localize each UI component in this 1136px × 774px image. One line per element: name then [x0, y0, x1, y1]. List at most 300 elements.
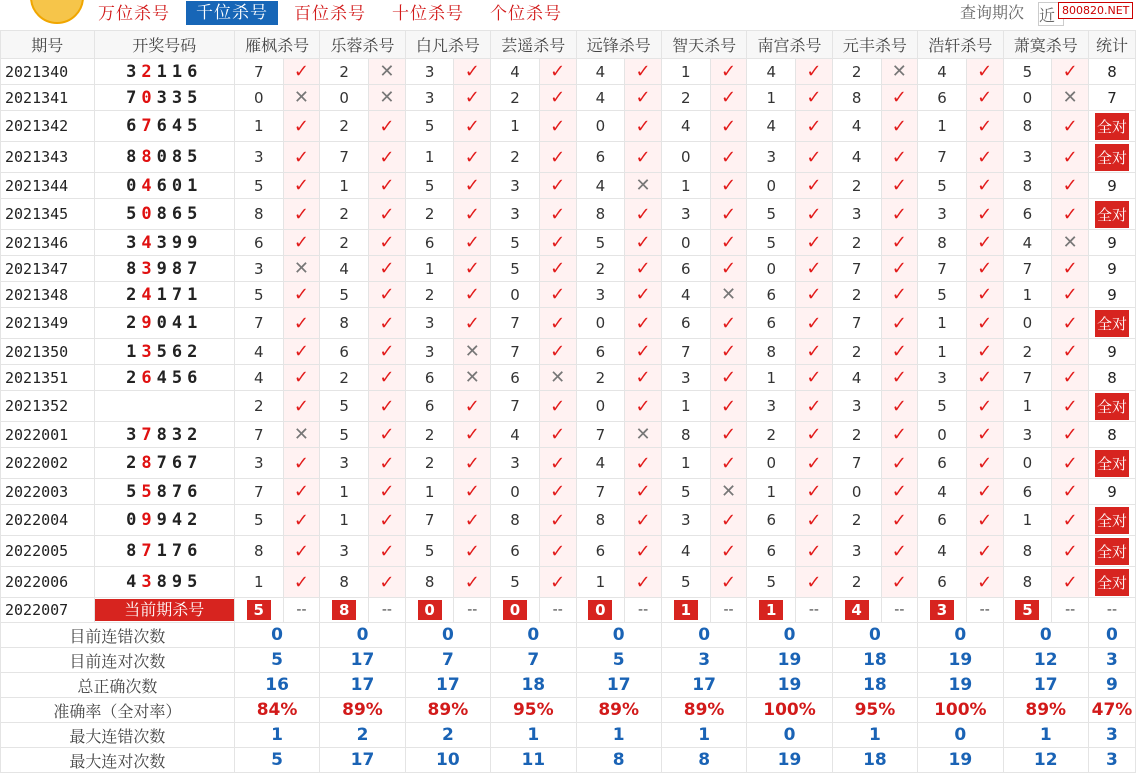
kill-number: 4 — [234, 365, 283, 391]
check-icon: ✓ — [881, 111, 918, 142]
check-icon: ✓ — [966, 85, 1003, 111]
check-icon: ✓ — [539, 479, 576, 505]
summary-label: 最大连对次数 — [1, 748, 235, 773]
kill-number: 3 — [491, 173, 540, 199]
table-row — [1, 173, 1136, 199]
check-icon: ✓ — [369, 339, 406, 365]
draw-digit: 1 — [171, 61, 188, 82]
check-icon: ✓ — [539, 282, 576, 308]
summary-value: 16 — [234, 673, 319, 698]
summary-row — [1, 723, 1136, 748]
kill-number: 2 — [576, 256, 625, 282]
summary-stat: 9 — [1088, 673, 1135, 698]
kill-number: 1 — [1003, 391, 1052, 422]
check-icon: ✓ — [539, 59, 576, 85]
placeholder-dash: -- — [454, 598, 491, 623]
stat-cell — [1088, 308, 1135, 339]
kill-number: 1 — [320, 479, 369, 505]
check-icon: ✓ — [369, 448, 406, 479]
tab-wan[interactable]: 万位杀号 — [98, 4, 170, 24]
query-label: 查询期次 — [960, 3, 1025, 22]
draw-digit: 4 — [141, 175, 157, 196]
header-expert: 雁枫杀号 — [234, 31, 319, 59]
draw-digit: 8 — [126, 541, 142, 561]
stat-cell — [1088, 505, 1135, 536]
draw-digit: 1 — [156, 61, 172, 82]
current-kill-label-text: 当前期杀号 — [95, 599, 234, 621]
kill-number: 2 — [832, 59, 881, 85]
check-icon: ✓ — [796, 173, 833, 199]
draw-digit: 7 — [141, 424, 157, 445]
table-row — [1, 567, 1136, 598]
stat-cell — [1088, 142, 1135, 173]
kill-number: 2 — [832, 173, 881, 199]
summary-value: 100% — [918, 698, 1003, 723]
kill-number: 3 — [405, 85, 454, 111]
kill-number: 8 — [491, 505, 540, 536]
check-icon: ✓ — [966, 230, 1003, 256]
draw-digit: 4 — [141, 232, 157, 253]
table-row — [1, 448, 1136, 479]
check-icon: ✓ — [454, 59, 491, 85]
check-icon: ✓ — [710, 111, 747, 142]
check-icon: ✓ — [1052, 567, 1089, 598]
draw-digit: 0 — [141, 204, 157, 224]
summary-value: 19 — [747, 748, 832, 773]
issue-number: 2022006 — [1, 567, 95, 598]
brand-badge: 800820.NET — [1058, 2, 1133, 19]
placeholder-dash: -- — [881, 598, 918, 623]
summary-value: 89% — [405, 698, 490, 723]
summary-value: 17 — [1003, 673, 1088, 698]
query-select[interactable]: 近 — [1038, 2, 1064, 26]
current-kill-number — [1003, 598, 1052, 623]
check-icon: ✓ — [283, 142, 320, 173]
all-correct-badge: 全对 — [1095, 144, 1129, 171]
draw-digit: 4 — [141, 284, 157, 305]
stat-cell — [1088, 391, 1135, 422]
summary-value: 0 — [918, 623, 1003, 648]
kill-number: 1 — [661, 173, 710, 199]
all-correct-badge: 全对 — [1095, 393, 1129, 420]
check-icon: ✓ — [283, 59, 320, 85]
summary-label: 准确率（全对率） — [1, 698, 235, 723]
kill-number: 1 — [405, 142, 454, 173]
stat-cell — [1088, 536, 1135, 567]
check-icon: ✓ — [1052, 59, 1089, 85]
header-expert: 白凡杀号 — [405, 31, 490, 59]
kill-number: 1 — [661, 391, 710, 422]
kill-number: 6 — [1003, 479, 1052, 505]
stat-cell — [1088, 567, 1135, 598]
summary-value: 18 — [491, 673, 576, 698]
kill-number: 3 — [234, 142, 283, 173]
draw-digit: 8 — [156, 481, 172, 502]
kill-number: 2 — [491, 85, 540, 111]
kill-number: 0 — [1003, 448, 1052, 479]
check-icon: ✓ — [881, 536, 918, 567]
draw-digit: 9 — [171, 232, 188, 253]
draw-digit: 5 — [126, 204, 142, 224]
check-icon: ✓ — [283, 365, 320, 391]
check-icon: ✓ — [796, 111, 833, 142]
draw-digit: 3 — [126, 424, 142, 445]
kill-number: 2 — [832, 505, 881, 536]
summary-label: 目前连对次数 — [1, 648, 235, 673]
check-icon: ✓ — [796, 479, 833, 505]
all-correct-badge: 全对 — [1095, 310, 1129, 337]
all-correct-badge: 全对 — [1095, 113, 1129, 140]
check-icon: ✓ — [625, 567, 662, 598]
kill-number: 8 — [576, 505, 625, 536]
check-icon: ✓ — [1052, 256, 1089, 282]
top-bar — [0, 0, 1136, 30]
header-issue: 期号 — [1, 31, 95, 59]
table-row — [1, 256, 1136, 282]
kill-number: 7 — [320, 142, 369, 173]
cross-icon: ✕ — [1052, 85, 1089, 111]
stat-cell: 7 — [1088, 85, 1135, 111]
kill-number: 2 — [405, 282, 454, 308]
check-icon: ✓ — [796, 422, 833, 448]
table-row — [1, 339, 1136, 365]
check-icon: ✓ — [796, 448, 833, 479]
summary-value: 8 — [661, 748, 746, 773]
check-icon: ✓ — [1052, 282, 1089, 308]
check-icon: ✓ — [369, 391, 406, 422]
kill-number: 1 — [491, 111, 540, 142]
issue-number: 2021350 — [1, 339, 95, 365]
draw-digit: 6 — [187, 541, 203, 561]
draw-digit: 3 — [171, 87, 188, 108]
check-icon: ✓ — [454, 567, 491, 598]
check-icon: ✓ — [710, 422, 747, 448]
draw-digit: 2 — [126, 367, 142, 388]
draw-digit: 5 — [156, 341, 172, 362]
check-icon: ✓ — [625, 365, 662, 391]
kill-number: 4 — [918, 479, 967, 505]
draw-number — [94, 59, 234, 85]
kill-number: 1 — [1003, 505, 1052, 536]
kill-number: 7 — [576, 479, 625, 505]
kill-number: 3 — [405, 339, 454, 365]
kill-number: 5 — [918, 282, 967, 308]
kill-number: 8 — [918, 230, 967, 256]
check-icon: ✓ — [539, 142, 576, 173]
check-icon: ✓ — [369, 173, 406, 199]
tab-ge[interactable]: 个位杀号 — [490, 4, 562, 24]
draw-digit: 8 — [156, 572, 172, 592]
draw-digit: 9 — [141, 313, 157, 333]
summary-value: 5 — [234, 748, 319, 773]
check-icon: ✓ — [369, 256, 406, 282]
summary-label: 目前连错次数 — [1, 623, 235, 648]
kill-number: 5 — [234, 173, 283, 199]
kill-number: 4 — [661, 282, 710, 308]
draw-digit: 1 — [187, 175, 203, 196]
kill-number: 7 — [234, 422, 283, 448]
check-icon: ✓ — [966, 505, 1003, 536]
check-icon: ✓ — [369, 505, 406, 536]
check-icon: ✓ — [966, 111, 1003, 142]
draw-digit: 5 — [126, 481, 142, 502]
draw-digit: 6 — [171, 204, 188, 224]
check-icon: ✓ — [710, 391, 747, 422]
kill-number: 8 — [234, 199, 283, 230]
check-icon: ✓ — [1052, 422, 1089, 448]
kill-number: 0 — [576, 111, 625, 142]
cross-icon: ✕ — [625, 173, 662, 199]
draw-digit: 2 — [187, 341, 203, 362]
table-row — [1, 479, 1136, 505]
check-icon: ✓ — [625, 308, 662, 339]
kill-number: 2 — [320, 230, 369, 256]
check-icon: ✓ — [283, 339, 320, 365]
draw-digit: 7 — [156, 453, 172, 473]
check-icon: ✓ — [283, 567, 320, 598]
cross-icon: ✕ — [283, 256, 320, 282]
kill-number: 4 — [918, 536, 967, 567]
check-icon: ✓ — [625, 448, 662, 479]
check-icon: ✓ — [881, 567, 918, 598]
check-icon: ✓ — [369, 111, 406, 142]
kill-number: 6 — [918, 448, 967, 479]
kill-number: 6 — [661, 308, 710, 339]
placeholder-dash: -- — [796, 598, 833, 623]
check-icon: ✓ — [710, 85, 747, 111]
summary-value: 1 — [832, 723, 917, 748]
kill-number: 1 — [918, 111, 967, 142]
current-kill-value: 5 — [1015, 600, 1039, 620]
kill-number: 7 — [491, 391, 540, 422]
summary-value: 0 — [918, 723, 1003, 748]
table-row — [1, 365, 1136, 391]
kill-number: 3 — [832, 536, 881, 567]
current-kill-value: 1 — [674, 600, 698, 620]
tab-bai[interactable]: 百位杀号 — [294, 4, 366, 24]
current-kill-label — [94, 598, 234, 623]
tab-shi[interactable]: 十位杀号 — [392, 4, 464, 24]
draw-digit: 3 — [141, 572, 157, 592]
draw-digit: 7 — [187, 258, 203, 279]
kill-number: 1 — [747, 479, 796, 505]
check-icon: ✓ — [454, 256, 491, 282]
draw-digit: 5 — [187, 147, 203, 167]
kill-number: 2 — [832, 282, 881, 308]
current-kill-number — [918, 598, 967, 623]
stat-cell: 8 — [1088, 422, 1135, 448]
kill-number: 3 — [405, 308, 454, 339]
summary-value: 84% — [234, 698, 319, 723]
kill-number: 0 — [747, 448, 796, 479]
kill-number: 4 — [661, 536, 710, 567]
kill-number: 1 — [405, 479, 454, 505]
issue-number: 2021347 — [1, 256, 95, 282]
check-icon: ✓ — [966, 282, 1003, 308]
check-icon: ✓ — [454, 505, 491, 536]
check-icon: ✓ — [796, 256, 833, 282]
kill-number: 2 — [320, 199, 369, 230]
all-correct-badge: 全对 — [1095, 201, 1129, 228]
table-row — [1, 282, 1136, 308]
current-kill-value: 0 — [588, 600, 612, 620]
draw-digit: 5 — [187, 116, 203, 136]
draw-digit: 0 — [156, 313, 172, 333]
summary-label: 最大连错次数 — [1, 723, 235, 748]
check-icon: ✓ — [454, 391, 491, 422]
table-row — [1, 391, 1136, 422]
kill-number: 1 — [661, 448, 710, 479]
check-icon: ✓ — [454, 85, 491, 111]
draw-digit: 6 — [156, 116, 172, 136]
kill-number: 7 — [234, 308, 283, 339]
check-icon: ✓ — [796, 230, 833, 256]
kill-number: 5 — [320, 391, 369, 422]
kill-number: 6 — [405, 230, 454, 256]
draw-digit: 7 — [171, 541, 188, 561]
table-row — [1, 111, 1136, 142]
cross-icon: ✕ — [454, 339, 491, 365]
draw-digit: 6 — [141, 367, 157, 388]
issue-number: 2021344 — [1, 173, 95, 199]
check-icon: ✓ — [966, 256, 1003, 282]
kill-number: 3 — [832, 391, 881, 422]
kill-number: 2 — [405, 448, 454, 479]
draw-digit: 2 — [187, 424, 203, 445]
placeholder-dash: -- — [1052, 598, 1089, 623]
kill-number: 6 — [576, 339, 625, 365]
check-icon: ✓ — [966, 199, 1003, 230]
all-correct-badge: 全对 — [1095, 538, 1129, 565]
kill-number: 6 — [234, 230, 283, 256]
summary-value: 0 — [661, 623, 746, 648]
draw-number — [94, 339, 234, 365]
check-icon: ✓ — [369, 199, 406, 230]
table-row — [1, 199, 1136, 230]
placeholder-dash: -- — [539, 598, 576, 623]
draw-number — [94, 256, 234, 282]
summary-value: 89% — [661, 698, 746, 723]
kill-number: 7 — [832, 308, 881, 339]
kill-number: 2 — [1003, 339, 1052, 365]
table-row — [1, 59, 1136, 85]
check-icon: ✓ — [710, 567, 747, 598]
kill-number: 0 — [1003, 308, 1052, 339]
kill-number: 4 — [491, 59, 540, 85]
check-icon: ✓ — [966, 567, 1003, 598]
kill-number: 1 — [918, 308, 967, 339]
current-kill-value: 0 — [418, 600, 442, 620]
draw-digit: 7 — [141, 541, 157, 561]
check-icon: ✓ — [1052, 505, 1089, 536]
check-icon: ✓ — [966, 339, 1003, 365]
check-icon: ✓ — [881, 199, 918, 230]
draw-number — [94, 230, 234, 256]
kill-number: 3 — [320, 536, 369, 567]
draw-digit: 8 — [171, 258, 188, 279]
kill-number: 7 — [234, 59, 283, 85]
header-expert: 智天杀号 — [661, 31, 746, 59]
kill-number: 0 — [320, 85, 369, 111]
cross-icon: ✕ — [454, 365, 491, 391]
check-icon: ✓ — [881, 142, 918, 173]
stat-cell — [1088, 199, 1135, 230]
header-expert: 萧寞杀号 — [1003, 31, 1088, 59]
table-row — [1, 142, 1136, 173]
draw-digit: 8 — [126, 147, 142, 167]
kill-number: 4 — [234, 339, 283, 365]
issue-number: 2021342 — [1, 111, 95, 142]
check-icon: ✓ — [625, 339, 662, 365]
kill-number: 6 — [918, 85, 967, 111]
summary-value: 19 — [747, 648, 832, 673]
summary-value: 7 — [405, 648, 490, 673]
header-expert: 芸遥杀号 — [491, 31, 576, 59]
kill-number: 6 — [576, 142, 625, 173]
check-icon: ✓ — [625, 391, 662, 422]
kill-number: 3 — [405, 59, 454, 85]
kill-number: 6 — [405, 365, 454, 391]
tab-qian[interactable]: 千位杀号 — [186, 1, 278, 25]
kill-number: 1 — [747, 85, 796, 111]
issue-number: 2021348 — [1, 282, 95, 308]
check-icon: ✓ — [539, 199, 576, 230]
check-icon: ✓ — [710, 59, 747, 85]
draw-digit: 7 — [171, 284, 188, 305]
summary-value: 8 — [576, 748, 661, 773]
issue-number: 2021346 — [1, 230, 95, 256]
draw-digit: 1 — [156, 541, 172, 561]
summary-value: 89% — [320, 698, 405, 723]
check-icon: ✓ — [625, 230, 662, 256]
kill-number: 1 — [576, 567, 625, 598]
kill-number: 8 — [320, 308, 369, 339]
kill-number: 7 — [918, 142, 967, 173]
table-row — [1, 505, 1136, 536]
kill-number: 3 — [1003, 142, 1052, 173]
kill-number: 3 — [661, 505, 710, 536]
kill-number: 6 — [747, 308, 796, 339]
kill-number: 7 — [234, 479, 283, 505]
kill-number: 6 — [918, 505, 967, 536]
summary-value: 0 — [832, 623, 917, 648]
issue-number: 2022005 — [1, 536, 95, 567]
summary-value: 89% — [1003, 698, 1088, 723]
check-icon: ✓ — [369, 422, 406, 448]
check-icon: ✓ — [454, 282, 491, 308]
check-icon: ✓ — [881, 448, 918, 479]
draw-number — [94, 391, 234, 422]
placeholder-dash: -- — [710, 598, 747, 623]
summary-value: 11 — [491, 748, 576, 773]
check-icon: ✓ — [710, 230, 747, 256]
check-icon: ✓ — [283, 536, 320, 567]
draw-digit: 2 — [126, 313, 142, 333]
check-icon: ✓ — [796, 505, 833, 536]
kill-number: 4 — [491, 422, 540, 448]
draw-digit: 0 — [141, 87, 157, 108]
summary-value: 19 — [918, 748, 1003, 773]
draw-digit: 8 — [141, 453, 157, 473]
current-issue-row — [1, 598, 1136, 623]
kill-number: 7 — [661, 339, 710, 365]
stat-cell — [1088, 448, 1135, 479]
check-icon: ✓ — [1052, 142, 1089, 173]
kill-number: 2 — [832, 422, 881, 448]
kill-number: 8 — [320, 567, 369, 598]
kill-number: 3 — [747, 142, 796, 173]
cross-icon: ✕ — [625, 422, 662, 448]
